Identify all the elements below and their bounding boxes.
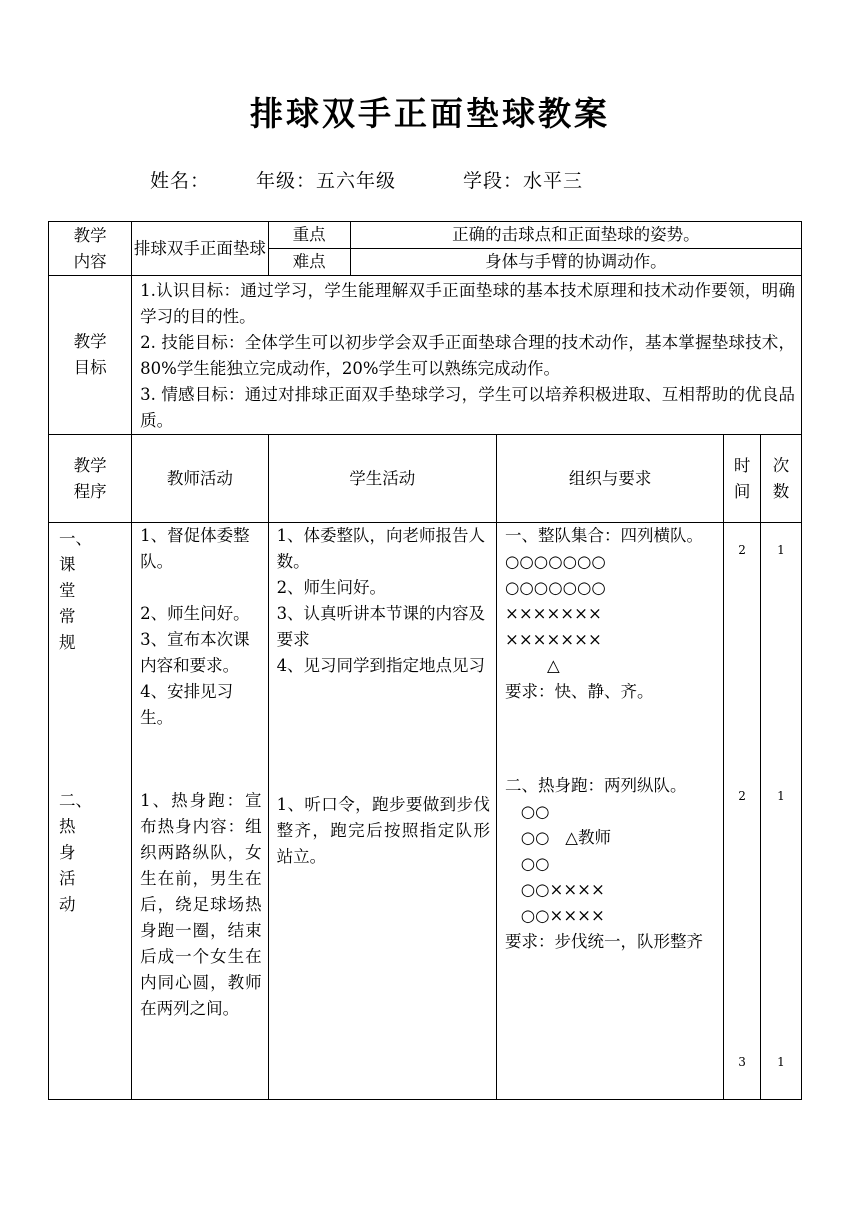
organization-requirement: 要求：快、静、齐。 <box>505 682 654 701</box>
count-third: 1 <box>777 1055 785 1069</box>
organization-warmup <box>505 773 717 955</box>
teacher-routine-line: 4、安排见习生。 <box>140 682 234 727</box>
formation-row: ○○×××× <box>505 906 605 925</box>
formation-row: ○○ △教师 <box>505 828 611 847</box>
student-activity-cell <box>268 523 496 1100</box>
organization-line: 一、整队集合：四列横队。 <box>505 526 703 545</box>
header-procedure: 教学 程序 <box>49 435 132 523</box>
procedure-routine: 一、 课 堂 常 规 <box>59 529 92 652</box>
header-count: 次 数 <box>760 435 801 523</box>
count-warmup: 1 <box>777 789 785 803</box>
goal-skill: 2. 技能目标：全体学生可以初步学会双手正面垫球合理的技术动作，基本掌握垫球技术，80%学生能独立完成动作，20%学生可以熟练完成动作。 <box>140 333 795 378</box>
teacher-routine-line: 2、师生问好。 <box>140 604 250 623</box>
student-routine-line: 4、见习同学到指定地点见习 <box>276 656 486 675</box>
difficulty-text: 身体与手臂的协调动作。 <box>350 249 801 276</box>
student-warmup <box>277 792 490 870</box>
time-third: 3 <box>738 1055 746 1069</box>
goal-affective: 3. 情感目标：通过对排球正面双手垫球学习，学生可以培养积极进取、互相帮助的优良品质。 <box>140 385 795 430</box>
time-cell <box>724 523 761 1100</box>
grade-label: 年级：五六年级 <box>256 170 397 192</box>
teacher-routine <box>140 523 261 731</box>
difficulty-label: 难点 <box>268 249 350 276</box>
content-topic: 排球双手正面垫球 <box>132 222 268 276</box>
formation-row: ××××××× <box>505 630 602 649</box>
student-warmup-line: 1、听口令，跑步要做到步伐整齐，跑完后按照指定队形站立。 <box>276 795 490 866</box>
student-routine-line: 1、体委整队，向老师报告人数。 <box>276 526 486 571</box>
formation-row: ○○×××× <box>505 880 605 899</box>
teacher-activity-cell <box>132 523 268 1100</box>
formation-row: ○○ <box>505 802 550 821</box>
student-routine-line: 3、认真听讲本节课的内容及要求 <box>276 604 486 649</box>
key-point-text: 正确的击球点和正面垫球的姿势。 <box>350 222 801 249</box>
time-routine: 2 <box>738 543 746 557</box>
header-student-activity: 学生活动 <box>268 435 496 523</box>
goals-label: 教学 目标 <box>49 276 132 435</box>
time-warmup: 2 <box>738 789 746 803</box>
organization-line: 二、热身跑：两列纵队。 <box>505 776 687 795</box>
teacher-marker-row: △ <box>505 656 560 675</box>
procedure-cell <box>49 523 132 1100</box>
content-label: 教学 内容 <box>49 222 132 276</box>
student-routine-line: 2、师生问好。 <box>276 578 387 597</box>
organization-cell <box>497 523 724 1100</box>
header-teacher-activity: 教师活动 <box>132 435 268 523</box>
name-label: 姓名： <box>150 170 211 192</box>
stage-label: 学段：水平三 <box>463 170 584 192</box>
lesson-plan-table <box>48 221 802 1100</box>
teacher-routine-line: 3、宣布本次课内容和要求。 <box>140 630 250 675</box>
header-organization: 组织与要求 <box>497 435 724 523</box>
teacher-warmup-line: 1、热身跑：宣布热身内容：组织两路纵队，女生在前，男生在后，绕足球场热身跑一圈，结束后成一个女生在内同心圆，教师在两列之间。 <box>140 791 262 1018</box>
formation-row: ○○○○○○○ <box>505 552 606 571</box>
count-cell <box>760 523 801 1100</box>
goal-cognitive: 1.认识目标：通过学习，学生能理解双手正面垫球的基本技术原理和技术动作要领，明确学习的目的性。 <box>140 281 795 326</box>
formation-row: ○○ <box>505 854 550 873</box>
organization-requirement: 要求：步伐统一，队形整齐 <box>505 932 703 951</box>
formation-row: ○○○○○○○ <box>505 578 606 597</box>
key-point-label: 重点 <box>268 222 350 249</box>
count-routine: 1 <box>777 543 785 557</box>
teacher-warmup <box>140 788 261 1022</box>
procedure-warmup: 二、 热 身 活 动 <box>59 791 92 914</box>
header-time: 时 间 <box>724 435 761 523</box>
formation-row: ××××××× <box>505 604 602 623</box>
student-routine <box>277 523 490 679</box>
teacher-routine-line: 1、督促体委整队。 <box>140 526 250 571</box>
goals-cell <box>132 276 802 435</box>
teacher-routine-spacer <box>140 575 261 601</box>
page-title: 排球双手正面垫球教案 <box>250 94 610 133</box>
organization-routine <box>505 523 717 705</box>
